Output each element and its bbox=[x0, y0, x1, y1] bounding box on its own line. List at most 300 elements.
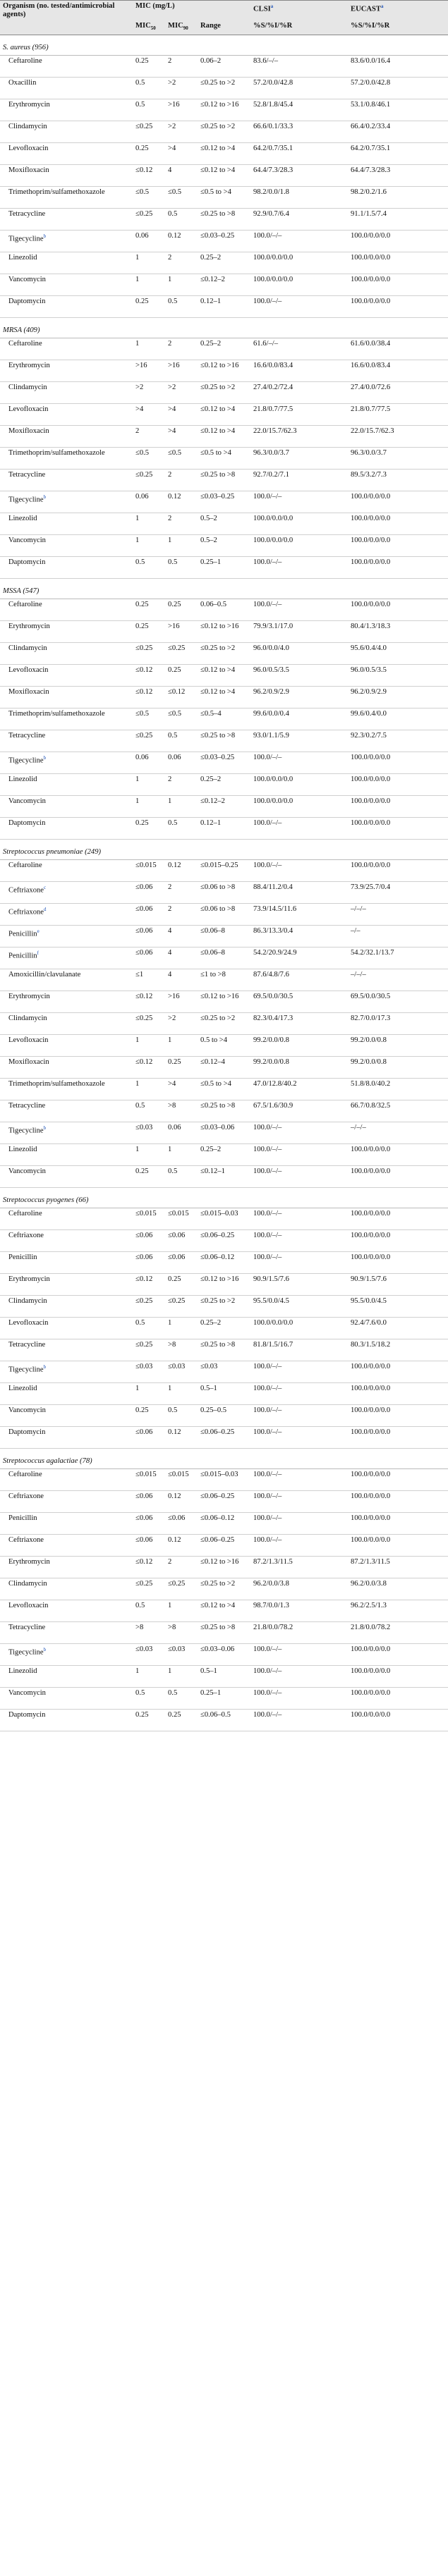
drug-name: Moxifloxacin bbox=[0, 165, 133, 187]
mic90-cell: 2 bbox=[165, 56, 198, 78]
table-row bbox=[0, 774, 448, 796]
mic90-cell: ≤0.06 bbox=[165, 1230, 198, 1252]
eucast-cell: 96.3/0.0/3.7 bbox=[348, 448, 448, 470]
table-row bbox=[0, 513, 448, 535]
mic90-cell: >4 bbox=[165, 426, 198, 448]
drug-name: Ceftaroline bbox=[0, 1469, 133, 1491]
footnote-link[interactable]: b bbox=[43, 494, 47, 500]
clsi-cell: 100.0/–/– bbox=[250, 1122, 348, 1144]
eucast-cell: 64.2/0.7/35.1 bbox=[348, 143, 448, 165]
clsi-cell: 87.6/4.8/7.6 bbox=[250, 969, 348, 991]
range-cell: ≤0.12–2 bbox=[198, 796, 250, 818]
range-cell: ≤0.06–0.12 bbox=[198, 1252, 250, 1274]
range-cell: 0.25–1 bbox=[198, 1688, 250, 1710]
mic50-cell: ≤0.06 bbox=[133, 904, 165, 926]
mic90-cell: 0.5 bbox=[165, 1405, 198, 1427]
clsi-cell: 100.0/–/– bbox=[250, 1230, 348, 1252]
eucast-cell: 21.8/0.0/78.2 bbox=[348, 1622, 448, 1644]
mic50-cell: ≤0.06 bbox=[133, 1491, 165, 1513]
eucast-cell: 96.2/0.9/2.9 bbox=[348, 687, 448, 709]
eucast-cell: 100.0/0.0/0.0 bbox=[348, 252, 448, 274]
mic90-cell: 1 bbox=[165, 1144, 198, 1166]
eucast-cell: 99.6/0.4/0.0 bbox=[348, 709, 448, 730]
footnote-link[interactable]: f bbox=[37, 950, 39, 956]
mic50-cell: ≤0.06 bbox=[133, 1535, 165, 1557]
mic90-cell: ≤0.25 bbox=[165, 1296, 198, 1318]
clsi-cell: 61.6/–/– bbox=[250, 338, 348, 360]
drug-name: Daptomycin bbox=[0, 296, 133, 318]
drug-name: Ceftaroline bbox=[0, 860, 133, 882]
drug-name: Vancomycin bbox=[0, 796, 133, 818]
table-row bbox=[0, 1557, 448, 1578]
mic90-cell: 0.12 bbox=[165, 231, 198, 252]
footnote-link[interactable]: b bbox=[43, 1364, 47, 1370]
clsi-cell: 100.0/0.0/0.0 bbox=[250, 274, 348, 296]
clsi-cell: 100.0/–/– bbox=[250, 1166, 348, 1188]
clsi-cell: 82.3/0.4/17.3 bbox=[250, 1013, 348, 1035]
drug-name: Tetracycline bbox=[0, 1100, 133, 1122]
clsi-cell: 79.9/3.1/17.0 bbox=[250, 621, 348, 643]
mic50-cell: 0.5 bbox=[133, 1318, 165, 1339]
range-cell: 0.5 to >4 bbox=[198, 1035, 250, 1057]
table-row bbox=[0, 1296, 448, 1318]
clsi-cell: 95.5/0.0/4.5 bbox=[250, 1296, 348, 1318]
drug-name: Amoxicillin/clavulanate bbox=[0, 969, 133, 991]
mic50-cell: ≤0.06 bbox=[133, 1230, 165, 1252]
drug-name: Ceftriaxone$^d$ bbox=[0, 904, 133, 926]
mic50-cell: ≤0.06 bbox=[133, 926, 165, 947]
drug-name: Linezolid bbox=[0, 252, 133, 274]
range-cell: ≤0.25 to >8 bbox=[198, 1622, 250, 1644]
eucast-cell: 83.6/0.0/16.4 bbox=[348, 56, 448, 78]
range-cell: ≤0.06–8 bbox=[198, 926, 250, 947]
mic90-cell: ≤0.25 bbox=[165, 643, 198, 665]
eucast-cell: 100.0/0.0/0.0 bbox=[348, 535, 448, 557]
mic90-cell: 0.5 bbox=[165, 1166, 198, 1188]
mic50-cell: ≤0.5 bbox=[133, 709, 165, 730]
clsi-cell: 87.2/1.3/11.5 bbox=[250, 1557, 348, 1578]
clsi-cell: 100.0/–/– bbox=[250, 491, 348, 513]
clsi-cell: 96.2/0.9/2.9 bbox=[250, 687, 348, 709]
drug-name: Tetracycline bbox=[0, 470, 133, 491]
clsi-cell: 69.5/0.0/30.5 bbox=[250, 991, 348, 1013]
table-row bbox=[0, 1208, 448, 1230]
table-row bbox=[0, 470, 448, 491]
table-row bbox=[0, 1710, 448, 1731]
table-row bbox=[0, 231, 448, 252]
mic50-cell: 1 bbox=[133, 774, 165, 796]
table-row bbox=[0, 1644, 448, 1666]
eucast-cell: 100.0/0.0/0.0 bbox=[348, 774, 448, 796]
range-cell: 0.25–2 bbox=[198, 252, 250, 274]
range-cell: ≤0.25 to >2 bbox=[198, 1578, 250, 1600]
range-cell: 0.12–1 bbox=[198, 818, 250, 840]
header-eucast: EUCAST$^a$ bbox=[348, 1, 448, 21]
footnote-link[interactable]: e bbox=[37, 928, 40, 934]
eucast-cell: 95.5/0.0/4.5 bbox=[348, 1296, 448, 1318]
range-cell: ≤0.12 to >4 bbox=[198, 426, 250, 448]
clsi-cell: 99.2/0.0/0.8 bbox=[250, 1057, 348, 1079]
range-cell: ≤0.12 to >4 bbox=[198, 687, 250, 709]
drug-name: Clindamycin bbox=[0, 643, 133, 665]
clsi-cell: 64.4/7.3/28.3 bbox=[250, 165, 348, 187]
clsi-cell: 73.9/14.5/11.6 bbox=[250, 904, 348, 926]
table-row bbox=[0, 665, 448, 687]
drug-name: Trimethoprim/sulfamethoxazole bbox=[0, 187, 133, 209]
range-cell: 0.25–2 bbox=[198, 1318, 250, 1339]
eucast-cell: 99.2/0.0/0.8 bbox=[348, 1035, 448, 1057]
drug-name: Clindamycin bbox=[0, 1578, 133, 1600]
mic90-cell: 2 bbox=[165, 470, 198, 491]
eucast-cell: 91.1/1.5/7.4 bbox=[348, 209, 448, 231]
drug-name: Erythromycin bbox=[0, 991, 133, 1013]
table-row bbox=[0, 969, 448, 991]
mic50-cell: ≤0.25 bbox=[133, 1578, 165, 1600]
clsi-cell: 21.8/0.7/77.5 bbox=[250, 404, 348, 426]
mic50-cell: ≤0.03 bbox=[133, 1361, 165, 1383]
table-row bbox=[0, 687, 448, 709]
organism-group-header bbox=[0, 35, 448, 56]
table-row bbox=[0, 621, 448, 643]
mic90-cell: ≤0.015 bbox=[165, 1208, 198, 1230]
range-cell: ≤0.25 to >2 bbox=[198, 643, 250, 665]
table-row bbox=[0, 1427, 448, 1449]
range-cell: ≤0.06–0.5 bbox=[198, 1710, 250, 1731]
drug-name: Tetracycline bbox=[0, 1339, 133, 1361]
eucast-cell: 100.0/0.0/0.0 bbox=[348, 513, 448, 535]
range-cell: ≤0.5–4 bbox=[198, 709, 250, 730]
mic50-cell: >4 bbox=[133, 404, 165, 426]
table-row bbox=[0, 1491, 448, 1513]
drug-name: Vancomycin bbox=[0, 1688, 133, 1710]
eucast-cell: –/–/– bbox=[348, 1122, 448, 1144]
eucast-cell: 100.0/0.0/0.0 bbox=[348, 1469, 448, 1491]
drug-name: Moxifloxacin bbox=[0, 687, 133, 709]
clsi-cell: 100.0/–/– bbox=[250, 1644, 348, 1666]
range-cell: ≤0.06–0.25 bbox=[198, 1491, 250, 1513]
clsi-cell: 99.2/0.0/0.8 bbox=[250, 1035, 348, 1057]
table-row bbox=[0, 1383, 448, 1405]
clsi-cell: 16.6/0.0/83.4 bbox=[250, 360, 348, 382]
table-row bbox=[0, 1318, 448, 1339]
drug-name: Tigecycline$^b$ bbox=[0, 231, 133, 252]
clsi-cell: 100.0/0.0/0.0 bbox=[250, 513, 348, 535]
header-clsi-note[interactable]: a bbox=[270, 4, 274, 9]
eucast-cell: 99.2/0.0/0.8 bbox=[348, 1057, 448, 1079]
mic90-cell: 1 bbox=[165, 535, 198, 557]
clsi-cell: 100.0/–/– bbox=[250, 1535, 348, 1557]
range-cell: ≤1 to >8 bbox=[198, 969, 250, 991]
mic90-cell: 2 bbox=[165, 774, 198, 796]
eucast-cell: 80.3/1.5/18.2 bbox=[348, 1339, 448, 1361]
header-mic90: $MIC_{90}$ bbox=[165, 20, 198, 35]
range-cell: 0.5–2 bbox=[198, 535, 250, 557]
mic90-cell: 0.25 bbox=[165, 1710, 198, 1731]
mic90-cell: 4 bbox=[165, 926, 198, 947]
mic50-cell: 0.25 bbox=[133, 818, 165, 840]
table-row bbox=[0, 209, 448, 231]
header-clsi-sub: %S/%I/%R bbox=[250, 20, 348, 35]
eucast-cell: 100.0/0.0/0.0 bbox=[348, 1535, 448, 1557]
drug-name: Daptomycin bbox=[0, 1710, 133, 1731]
eucast-cell: 98.2/0.2/1.6 bbox=[348, 187, 448, 209]
drug-name: Clindamycin bbox=[0, 1013, 133, 1035]
eucast-cell: 100.0/0.0/0.0 bbox=[348, 557, 448, 579]
drug-name: Clindamycin bbox=[0, 1296, 133, 1318]
mic90-cell: >8 bbox=[165, 1339, 198, 1361]
footnote-link[interactable]: b bbox=[43, 233, 47, 239]
header-clsi: CLSI$^a$ bbox=[250, 1, 348, 21]
clsi-cell: 100.0/–/– bbox=[250, 1427, 348, 1449]
eucast-cell: 100.0/0.0/0.0 bbox=[348, 1252, 448, 1274]
footnote-link[interactable]: b bbox=[43, 1125, 47, 1131]
mic50-cell: 1 bbox=[133, 796, 165, 818]
drug-name: Penicillin bbox=[0, 1252, 133, 1274]
range-cell: ≤0.12 to >16 bbox=[198, 1557, 250, 1578]
drug-name: Tigecycline$^b$ bbox=[0, 1122, 133, 1144]
mic90-cell: 1 bbox=[165, 1318, 198, 1339]
clsi-cell: 64.2/0.7/35.1 bbox=[250, 143, 348, 165]
clsi-cell: 100.0/–/– bbox=[250, 1688, 348, 1710]
table-row bbox=[0, 1405, 448, 1427]
organism-group-header bbox=[0, 318, 448, 338]
table-row bbox=[0, 1079, 448, 1100]
drug-name: Levofloxacin bbox=[0, 1600, 133, 1622]
mic90-cell: 0.5 bbox=[165, 818, 198, 840]
clsi-cell: 98.7/0.0/1.3 bbox=[250, 1600, 348, 1622]
clsi-cell: 27.4/0.2/72.4 bbox=[250, 382, 348, 404]
table-row bbox=[0, 796, 448, 818]
mic90-cell: 0.12 bbox=[165, 1491, 198, 1513]
mic90-cell: ≤0.015 bbox=[165, 1469, 198, 1491]
table-row bbox=[0, 926, 448, 947]
table-row bbox=[0, 882, 448, 904]
mic90-cell: 0.5 bbox=[165, 209, 198, 231]
table-row bbox=[0, 404, 448, 426]
eucast-cell: 100.0/0.0/0.0 bbox=[348, 1144, 448, 1166]
eucast-cell: 92.4/7.6/0.0 bbox=[348, 1318, 448, 1339]
mic90-cell: >8 bbox=[165, 1100, 198, 1122]
eucast-cell: 87.2/1.3/11.5 bbox=[348, 1557, 448, 1578]
clsi-cell: 21.8/0.0/78.2 bbox=[250, 1622, 348, 1644]
range-cell: ≤0.03 bbox=[198, 1361, 250, 1383]
eucast-cell: 100.0/0.0/0.0 bbox=[348, 752, 448, 774]
mic50-cell: ≤0.015 bbox=[133, 1208, 165, 1230]
clsi-cell: 90.9/1.5/7.6 bbox=[250, 1274, 348, 1296]
mic50-cell: 1 bbox=[133, 1079, 165, 1100]
drug-name: Moxifloxacin bbox=[0, 426, 133, 448]
footnote-link[interactable]: b bbox=[43, 1647, 47, 1652]
clsi-cell: 100.0/–/– bbox=[250, 1491, 348, 1513]
table-row bbox=[0, 818, 448, 840]
eucast-cell: 61.6/0.0/38.4 bbox=[348, 338, 448, 360]
range-cell: ≤0.5 to >4 bbox=[198, 1079, 250, 1100]
clsi-cell: 100.0/0.0/0.0 bbox=[250, 796, 348, 818]
eucast-cell: 100.0/0.0/0.0 bbox=[348, 599, 448, 621]
mic90-cell: 0.5 bbox=[165, 296, 198, 318]
mic90-cell: ≤0.5 bbox=[165, 187, 198, 209]
organism-group-header bbox=[0, 840, 448, 860]
range-cell: ≤0.12 to >16 bbox=[198, 621, 250, 643]
range-cell: ≤0.12 to >4 bbox=[198, 1600, 250, 1622]
range-cell: ≤0.25 to >8 bbox=[198, 209, 250, 231]
clsi-cell: 47.0/12.8/40.2 bbox=[250, 1079, 348, 1100]
header-eucast-note[interactable]: a bbox=[380, 4, 384, 9]
drug-name: Daptomycin bbox=[0, 818, 133, 840]
table-row bbox=[0, 1230, 448, 1252]
organism-name: MRSA (409) bbox=[0, 318, 448, 338]
mic90-cell: 0.12 bbox=[165, 1427, 198, 1449]
clsi-cell: 100.0/–/– bbox=[250, 296, 348, 318]
mic90-cell: 0.25 bbox=[165, 1057, 198, 1079]
mic90-cell: 0.25 bbox=[165, 1274, 198, 1296]
mic90-cell: ≤0.25 bbox=[165, 1578, 198, 1600]
drug-name: Penicillin$^f$ bbox=[0, 947, 133, 969]
eucast-cell: –/– bbox=[348, 926, 448, 947]
eucast-cell: 96.2/0.0/3.8 bbox=[348, 1578, 448, 1600]
clsi-cell: 100.0/0.0/0.0 bbox=[250, 535, 348, 557]
range-cell: ≤0.12 to >16 bbox=[198, 99, 250, 121]
mic50-cell: 0.25 bbox=[133, 599, 165, 621]
range-cell: 0.12–1 bbox=[198, 296, 250, 318]
mic50-cell: 0.5 bbox=[133, 78, 165, 99]
table-row bbox=[0, 1013, 448, 1035]
mic50-cell: 1 bbox=[133, 274, 165, 296]
mic50-cell: ≤0.06 bbox=[133, 947, 165, 969]
clsi-cell: 100.0/–/– bbox=[250, 1383, 348, 1405]
eucast-cell: 100.0/0.0/0.0 bbox=[348, 1688, 448, 1710]
eucast-cell: 100.0/0.0/0.0 bbox=[348, 1166, 448, 1188]
range-cell: ≤0.25 to >2 bbox=[198, 1296, 250, 1318]
mic50-cell: ≤0.03 bbox=[133, 1644, 165, 1666]
table-row bbox=[0, 1144, 448, 1166]
clsi-cell: 54.2/20.9/24.9 bbox=[250, 947, 348, 969]
mic90-cell: 0.25 bbox=[165, 665, 198, 687]
footnote-link[interactable]: b bbox=[43, 755, 47, 761]
mic90-cell: 4 bbox=[165, 947, 198, 969]
eucast-cell: 100.0/0.0/0.0 bbox=[348, 1491, 448, 1513]
mic50-cell: 0.25 bbox=[133, 1710, 165, 1731]
clsi-cell: 100.0/0.0/0.0 bbox=[250, 1318, 348, 1339]
mic50-cell: ≤0.5 bbox=[133, 187, 165, 209]
eucast-cell: 27.4/0.0/72.6 bbox=[348, 382, 448, 404]
organism-name: MSSA (547) bbox=[0, 579, 448, 599]
footnote-link[interactable]: c bbox=[44, 885, 47, 890]
table-row bbox=[0, 1122, 448, 1144]
drug-name: Trimethoprim/sulfamethoxazole bbox=[0, 709, 133, 730]
organism-name: Streptococcus agalactiae (78) bbox=[0, 1449, 448, 1469]
drug-name: Tigecycline$^b$ bbox=[0, 1644, 133, 1666]
eucast-cell: 80.4/1.3/18.3 bbox=[348, 621, 448, 643]
table-row bbox=[0, 143, 448, 165]
table-header bbox=[0, 1, 448, 35]
range-cell: ≤0.06–0.25 bbox=[198, 1427, 250, 1449]
clsi-cell: 93.0/1.1/5.9 bbox=[250, 730, 348, 752]
eucast-cell: 100.0/0.0/0.0 bbox=[348, 1710, 448, 1731]
mic50-cell: ≤0.25 bbox=[133, 1339, 165, 1361]
table-row bbox=[0, 1600, 448, 1622]
drug-name: Linezolid bbox=[0, 774, 133, 796]
table-row bbox=[0, 491, 448, 513]
clsi-cell: 99.6/0.0/0.4 bbox=[250, 709, 348, 730]
mic90-cell: 4 bbox=[165, 969, 198, 991]
eucast-cell: 100.0/0.0/0.0 bbox=[348, 818, 448, 840]
clsi-cell: 22.0/15.7/62.3 bbox=[250, 426, 348, 448]
mic50-cell: 0.25 bbox=[133, 143, 165, 165]
drug-name: Linezolid bbox=[0, 1383, 133, 1405]
mic90-cell: 0.12 bbox=[165, 1535, 198, 1557]
clsi-cell: 100.0/–/– bbox=[250, 1469, 348, 1491]
table-row bbox=[0, 426, 448, 448]
eucast-cell: 89.5/3.2/7.3 bbox=[348, 470, 448, 491]
mic50-cell: ≤0.25 bbox=[133, 121, 165, 143]
table-row bbox=[0, 274, 448, 296]
table-row bbox=[0, 56, 448, 78]
drug-name: Ceftriaxone bbox=[0, 1535, 133, 1557]
table-row bbox=[0, 1578, 448, 1600]
mic50-cell: 0.5 bbox=[133, 1100, 165, 1122]
drug-name: Ceftaroline bbox=[0, 1208, 133, 1230]
drug-name: Tigecycline$^b$ bbox=[0, 752, 133, 774]
table-row bbox=[0, 991, 448, 1013]
table-row bbox=[0, 1622, 448, 1644]
eucast-cell: 51.8/8.0/40.2 bbox=[348, 1079, 448, 1100]
eucast-cell: 100.0/0.0/0.0 bbox=[348, 1666, 448, 1688]
mic50-cell: 0.25 bbox=[133, 296, 165, 318]
footnote-link[interactable]: d bbox=[44, 907, 47, 912]
mic50-cell: 0.5 bbox=[133, 1688, 165, 1710]
table-row bbox=[0, 448, 448, 470]
mic90-cell: 2 bbox=[165, 252, 198, 274]
range-cell: ≤0.12 to >4 bbox=[198, 165, 250, 187]
table-row bbox=[0, 99, 448, 121]
drug-name: Levofloxacin bbox=[0, 665, 133, 687]
drug-name: Ceftriaxone bbox=[0, 1230, 133, 1252]
clsi-cell: 100.0/–/– bbox=[250, 1252, 348, 1274]
eucast-cell: 66.4/0.2/33.4 bbox=[348, 121, 448, 143]
drug-name: Ceftaroline bbox=[0, 599, 133, 621]
range-cell: ≤0.12 to >4 bbox=[198, 665, 250, 687]
header-blank bbox=[0, 20, 133, 35]
table-row bbox=[0, 1688, 448, 1710]
clsi-cell: 100.0/–/– bbox=[250, 818, 348, 840]
mic50-cell: 1 bbox=[133, 1383, 165, 1405]
clsi-cell: 66.6/0.1/33.3 bbox=[250, 121, 348, 143]
clsi-cell: 100.0/–/– bbox=[250, 231, 348, 252]
eucast-cell: 100.0/0.0/0.0 bbox=[348, 796, 448, 818]
eucast-cell: 73.9/25.7/0.4 bbox=[348, 882, 448, 904]
range-cell: 0.5–1 bbox=[198, 1666, 250, 1688]
mic50-cell: 0.06 bbox=[133, 752, 165, 774]
header-organism: Organism (no. tested/antimicrobial agents) bbox=[0, 1, 133, 21]
eucast-cell: 100.0/0.0/0.0 bbox=[348, 1644, 448, 1666]
header-range: Range bbox=[198, 20, 250, 35]
range-cell: ≤0.03–0.25 bbox=[198, 491, 250, 513]
mic90-cell: >2 bbox=[165, 382, 198, 404]
drug-name: Erythromycin bbox=[0, 621, 133, 643]
eucast-cell: 100.0/0.0/0.0 bbox=[348, 1383, 448, 1405]
eucast-cell: 16.6/0.0/83.4 bbox=[348, 360, 448, 382]
table-row bbox=[0, 1252, 448, 1274]
range-cell: ≤0.12 to >4 bbox=[198, 143, 250, 165]
clsi-cell: 100.0/–/– bbox=[250, 1144, 348, 1166]
clsi-cell: 88.4/11.2/0.4 bbox=[250, 882, 348, 904]
table-row bbox=[0, 1339, 448, 1361]
drug-name: Tigecycline$^b$ bbox=[0, 491, 133, 513]
mic50-cell: ≤0.06 bbox=[133, 1427, 165, 1449]
organism-group-header bbox=[0, 1449, 448, 1469]
range-cell: ≤0.5 to >4 bbox=[198, 187, 250, 209]
